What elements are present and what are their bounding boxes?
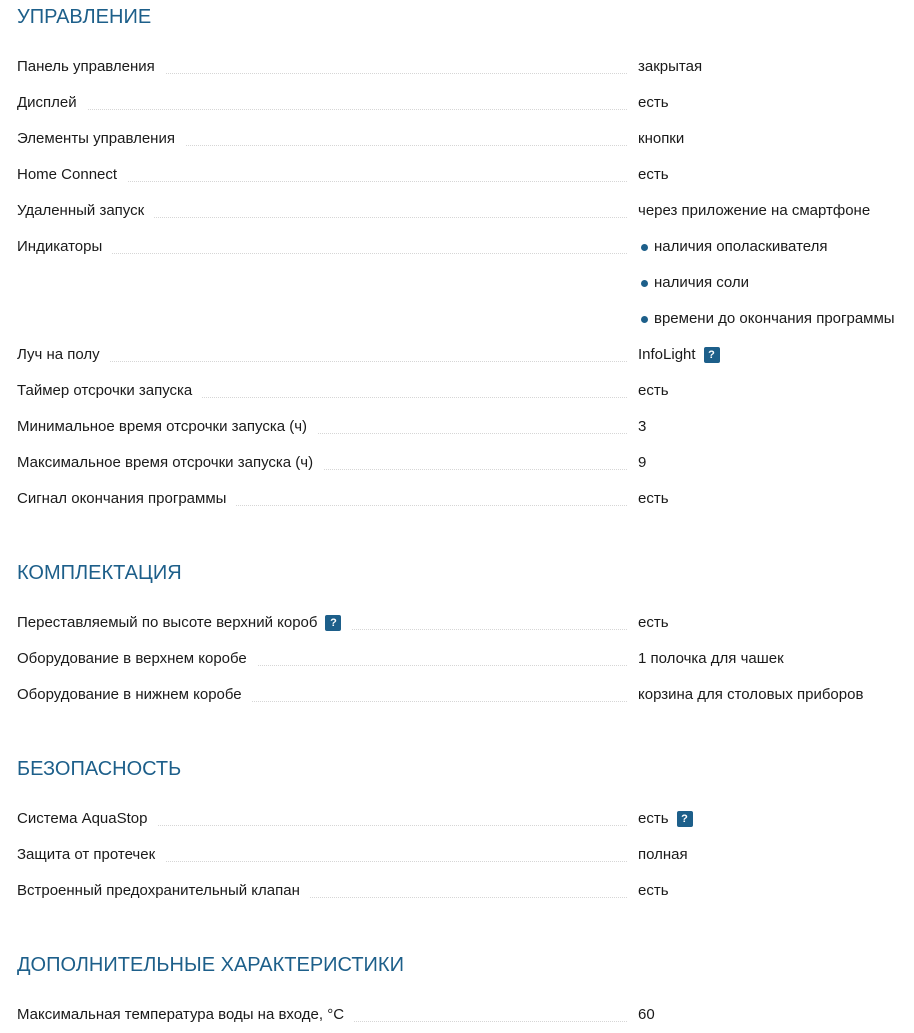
spec-list — [17, 997, 914, 1033]
spec-row — [17, 641, 914, 677]
help-icon[interactable]: ? — [325, 615, 341, 631]
section-title: ДОПОЛНИТЕЛЬНЫЕ ХАРАКТЕРИСТИКИ — [17, 954, 404, 976]
spec-row — [17, 49, 914, 85]
spec-label: Home Connect — [17, 157, 127, 193]
spec-row — [17, 409, 914, 445]
spec-label: Оборудование в верхнем коробе — [17, 641, 257, 677]
spec-row — [17, 121, 914, 157]
spec-value: 60 — [638, 1006, 655, 1023]
section-control — [17, 0, 914, 517]
spec-value: корзина для столовых приборов — [638, 686, 864, 703]
spec-label: Переставляемый по высоте верхний короб — [17, 614, 318, 631]
spec-label: Максимальная температура воды на входе, °C — [17, 997, 354, 1033]
spec-label: Оборудование в нижнем коробе — [17, 677, 252, 713]
spec-row — [17, 801, 914, 837]
spec-value-list-item — [638, 301, 895, 337]
help-icon[interactable]: ? — [704, 347, 720, 363]
spec-list — [17, 801, 914, 909]
spec-label: Удаленный запуск — [17, 193, 154, 229]
spec-value-wrap — [638, 337, 720, 373]
spec-label: Система AquaStop — [17, 801, 157, 837]
section-safety — [17, 752, 914, 909]
section-spacer — [17, 909, 914, 948]
spec-label-wrap — [17, 605, 351, 641]
spec-row — [17, 605, 914, 641]
spec-value: закрытая — [638, 58, 703, 75]
spec-value: полная — [638, 846, 688, 863]
spec-label: Максимальное время отсрочки запуска (ч) — [17, 445, 323, 481]
dotted-leader — [17, 109, 627, 110]
spec-value: есть — [638, 810, 669, 827]
spec-value: есть — [638, 166, 669, 183]
spec-value: наличия ополаскивателя — [654, 238, 828, 255]
spec-value: кнопки — [638, 130, 685, 147]
spec-value: через приложение на смартфоне — [638, 202, 871, 219]
spec-label: Таймер отсрочки запуска — [17, 373, 202, 409]
spec-row — [17, 837, 914, 873]
spec-label: Минимальное время отсрочки запуска (ч) — [17, 409, 317, 445]
spec-list — [17, 49, 914, 517]
spec-row — [17, 997, 914, 1033]
bullet-icon — [641, 280, 648, 287]
spec-row — [17, 481, 914, 517]
spec-row-continuation — [17, 265, 914, 301]
section-title: БЕЗОПАСНОСТЬ — [17, 758, 182, 780]
bullet-icon — [641, 316, 648, 323]
spec-label: Встроенный предохранительный клапан — [17, 873, 310, 909]
spec-row — [17, 85, 914, 121]
spec-label: Индикаторы — [17, 229, 112, 265]
spec-label: Элементы управления — [17, 121, 185, 157]
spec-value: времени до окончания программы — [654, 310, 895, 327]
spec-row — [17, 373, 914, 409]
spec-row — [17, 229, 914, 265]
spec-value-list-item — [638, 265, 749, 301]
spec-value: 9 — [638, 454, 647, 471]
spec-value: InfoLight — [638, 346, 696, 363]
spec-value: есть — [638, 614, 669, 631]
spec-value: есть — [638, 882, 669, 899]
spec-row — [17, 193, 914, 229]
spec-label: Панель управления — [17, 49, 165, 85]
spec-value: 3 — [638, 418, 647, 435]
spec-row-continuation — [17, 301, 914, 337]
spec-label: Сигнал окончания программы — [17, 481, 236, 517]
spec-value-wrap — [638, 801, 693, 837]
spec-label: Защита от протечек — [17, 837, 165, 873]
spec-row — [17, 677, 914, 713]
spec-value-list-item — [638, 229, 828, 265]
help-icon[interactable]: ? — [677, 811, 693, 827]
section-spacer — [17, 517, 914, 556]
spec-value: 1 полочка для чашек — [638, 650, 784, 667]
spec-row — [17, 337, 914, 373]
spec-value: есть — [638, 94, 669, 111]
spec-list — [17, 605, 914, 713]
section-title: УПРАВЛЕНИЕ — [17, 6, 152, 28]
section-equipment — [17, 556, 914, 713]
spec-label: Луч на полу — [17, 337, 110, 373]
section-spacer — [17, 713, 914, 752]
bullet-icon — [641, 244, 648, 251]
section-title: КОМПЛЕКТАЦИЯ — [17, 562, 182, 584]
spec-value: наличия соли — [654, 274, 750, 291]
spec-value: есть — [638, 382, 669, 399]
spec-row — [17, 157, 914, 193]
spec-label: Дисплей — [17, 85, 87, 121]
section-additional — [17, 948, 914, 1033]
spec-row — [17, 445, 914, 481]
spec-value: есть — [638, 490, 669, 507]
spec-row — [17, 873, 914, 909]
